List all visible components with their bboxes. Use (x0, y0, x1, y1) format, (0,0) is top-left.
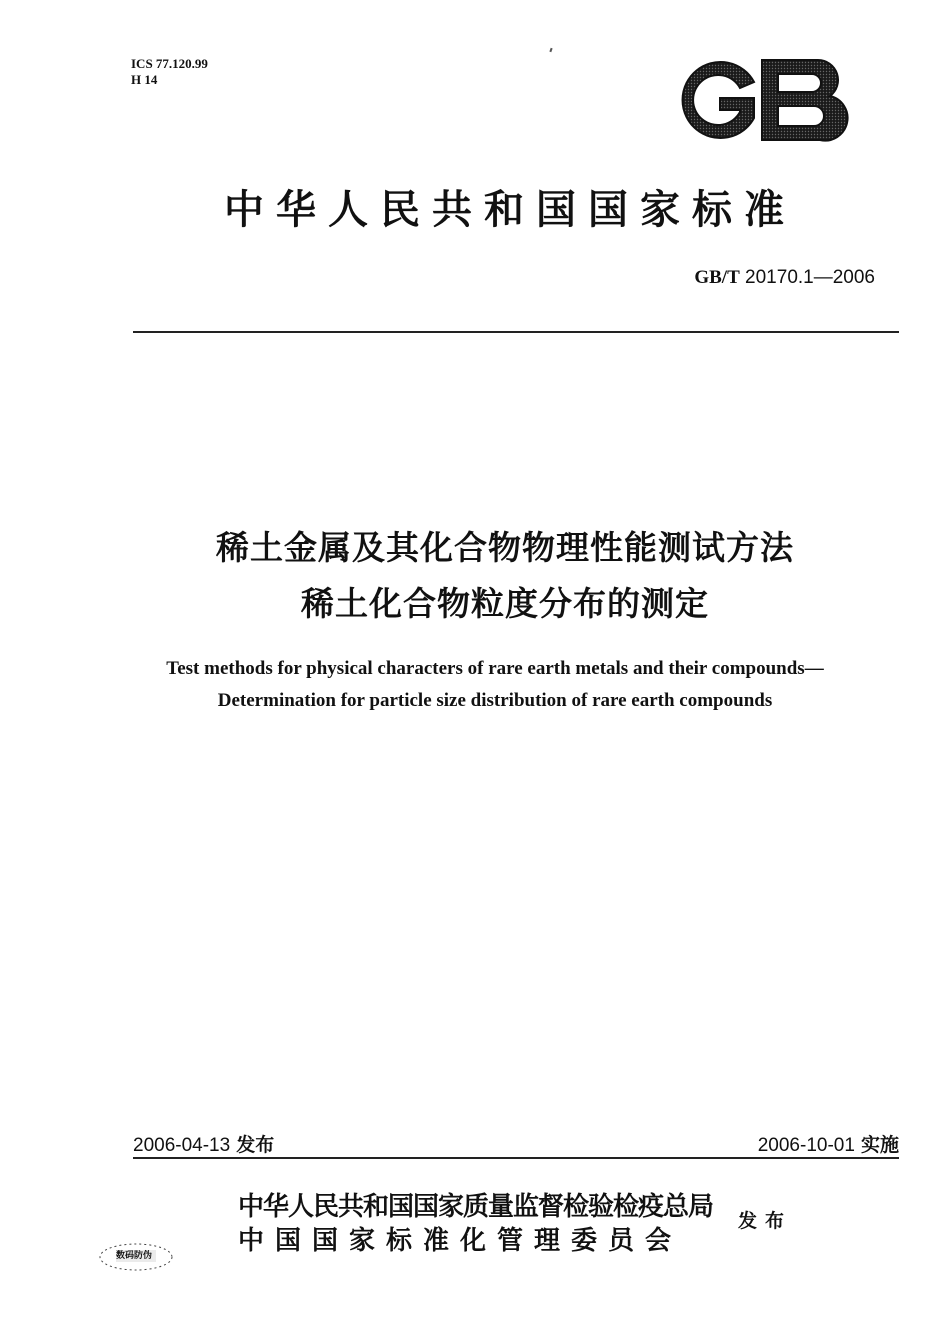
issuer-line-2: 中国国家标准化管理委员会 (238, 1226, 683, 1256)
issue-label: 发布 (236, 1134, 275, 1156)
standard-number (694, 267, 875, 289)
national-standard-title: 中华人民共和国国家标准 (224, 186, 796, 233)
chinese-title-line-2: 稀土化合物粒度分布的测定 (301, 584, 709, 623)
date-divider (133, 1157, 899, 1159)
standard-prefix: GB/T (694, 267, 740, 288)
issue-date (133, 1130, 274, 1157)
implementation-label: 实施 (860, 1134, 899, 1156)
publish-label: 发布 (738, 1210, 793, 1232)
implementation-date-value: 2006-10-01 (757, 1135, 855, 1156)
ics-code: ICS 77.120.99 (131, 56, 208, 71)
ccs-code: H 14 (131, 72, 158, 87)
standard-code: 20170.1—2006 (745, 267, 875, 288)
scan-speck (549, 48, 552, 52)
header-divider (133, 331, 899, 333)
implementation-date (758, 1130, 899, 1157)
english-title-line-1: Test methods for physical characters of rare earth metals and their compounds— (166, 658, 824, 679)
classification-codes (131, 56, 208, 88)
gb-logo (660, 52, 850, 147)
english-title-line-2: Determination for particle size distribution of rare earth compounds (217, 690, 773, 711)
issue-date-value: 2006-04-13 (133, 1135, 231, 1156)
chinese-title-line-1: 稀土金属及其化合物物理性能测试方法 (216, 528, 794, 567)
stamp-label: 数码防伪 (116, 1251, 153, 1261)
issuer-line-1: 中华人民共和国国家质量监督检验检疫总局 (238, 1192, 714, 1222)
